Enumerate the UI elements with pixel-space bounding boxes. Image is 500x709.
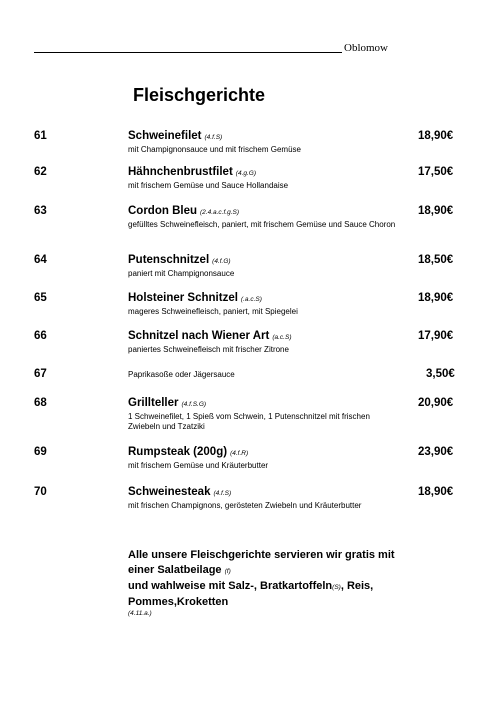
item-name: Cordon Bleu (2.4.a.c.f.g.S) bbox=[128, 205, 240, 217]
item-name: Putenschnitzel (4.f.G) bbox=[128, 254, 231, 266]
item-number: 61 bbox=[34, 130, 47, 142]
item-description: mageres Schweinefleisch, paniert, mit Spiegelei bbox=[128, 307, 298, 316]
item-number: 66 bbox=[34, 330, 47, 342]
item-price: 23,90€ bbox=[418, 446, 454, 458]
item-number: 70 bbox=[34, 486, 47, 498]
item-price: 20,90€ bbox=[418, 397, 454, 409]
item-description: 1 Schweinefilet, 1 Spieß vom Schwein, 1 Putenschnitzel mit frischen Zwiebeln und Tzatziki bbox=[128, 412, 370, 431]
item-number: 63 bbox=[34, 205, 47, 217]
item-name: Hähnchenbrustfilet (4.g.G) bbox=[128, 166, 257, 178]
item-number: 62 bbox=[34, 166, 47, 178]
header-rule bbox=[34, 52, 342, 53]
item-description: mit frischen Champignons, gerösteten Zwiebeln und Kräuterbutter bbox=[128, 501, 362, 510]
allergen-code: (4.f.G) bbox=[212, 258, 231, 265]
item-description: mit frischem Gemüse und Sauce Hollandaise bbox=[128, 181, 289, 190]
allergen-code: (2.4.a.c.f.g.S) bbox=[200, 209, 240, 216]
item-description: Paprikasoße oder Jägersauce bbox=[128, 370, 235, 379]
page-title: Fleischgerichte bbox=[133, 85, 266, 105]
item-name: Schweinesteak (4.f.S) bbox=[128, 486, 232, 498]
item-name: Rumpsteak (200g) (4.f.R) bbox=[128, 446, 249, 458]
item-name: Schweinefilet (4.f.S) bbox=[128, 130, 223, 142]
allergen-code: (4.f.S) bbox=[213, 490, 232, 497]
item-price: 18,90€ bbox=[418, 205, 454, 217]
item-description: paniert mit Champignonsauce bbox=[128, 269, 235, 278]
allergen-code: (a.c.S) bbox=[272, 334, 292, 341]
item-price: 3,50€ bbox=[426, 368, 455, 380]
item-price: 18,90€ bbox=[418, 486, 454, 498]
item-price: 18,90€ bbox=[418, 292, 454, 304]
brand-name: Oblomow bbox=[344, 42, 388, 54]
side-dish-note: Alle unsere Fleischgerichte servieren wir gratis mit einer Salatbeilage (f) und wahlweise mit Salz-, Bratkartoffeln(S), Reis, Pommes,Kroketten bbox=[128, 549, 395, 608]
footnote-code: (4.11.a.) bbox=[128, 610, 152, 617]
allergen-code: (.a.c.S) bbox=[240, 296, 262, 303]
item-price: 17,50€ bbox=[418, 166, 454, 178]
item-price: 18,50€ bbox=[418, 254, 454, 266]
allergen-code: (4.f.R) bbox=[230, 450, 249, 457]
item-name: Schnitzel nach Wiener Art (a.c.S) bbox=[128, 330, 292, 342]
item-description: mit frischem Gemüse und Kräuterbutter bbox=[128, 461, 269, 470]
allergen-code: (S) bbox=[332, 584, 341, 591]
item-description: mit Champignonsauce und mit frischem Gemüse bbox=[128, 145, 301, 154]
item-number: 69 bbox=[34, 446, 47, 458]
item-number: 65 bbox=[34, 292, 47, 304]
allergen-code: (4.g.G) bbox=[235, 170, 257, 177]
item-number: 64 bbox=[34, 254, 47, 266]
item-price: 17,90€ bbox=[418, 330, 454, 342]
item-name: Grillteller (4.f.S.G) bbox=[128, 397, 207, 409]
allergen-code: (4.f.S) bbox=[204, 134, 223, 141]
item-number: 68 bbox=[34, 397, 47, 409]
allergen-code: (f) bbox=[224, 568, 231, 575]
item-description: paniertes Schweinefleisch mit frischer Zitrone bbox=[128, 345, 289, 354]
item-description: gefülltes Schweinefleisch, paniert, mit frischem Gemüse und Sauce Choron bbox=[128, 220, 396, 229]
item-number: 67 bbox=[34, 368, 47, 380]
allergen-code: (4.f.S.G) bbox=[181, 401, 207, 408]
item-name: Holsteiner Schnitzel (.a.c.S) bbox=[128, 292, 262, 304]
item-price: 18,90€ bbox=[418, 130, 454, 142]
